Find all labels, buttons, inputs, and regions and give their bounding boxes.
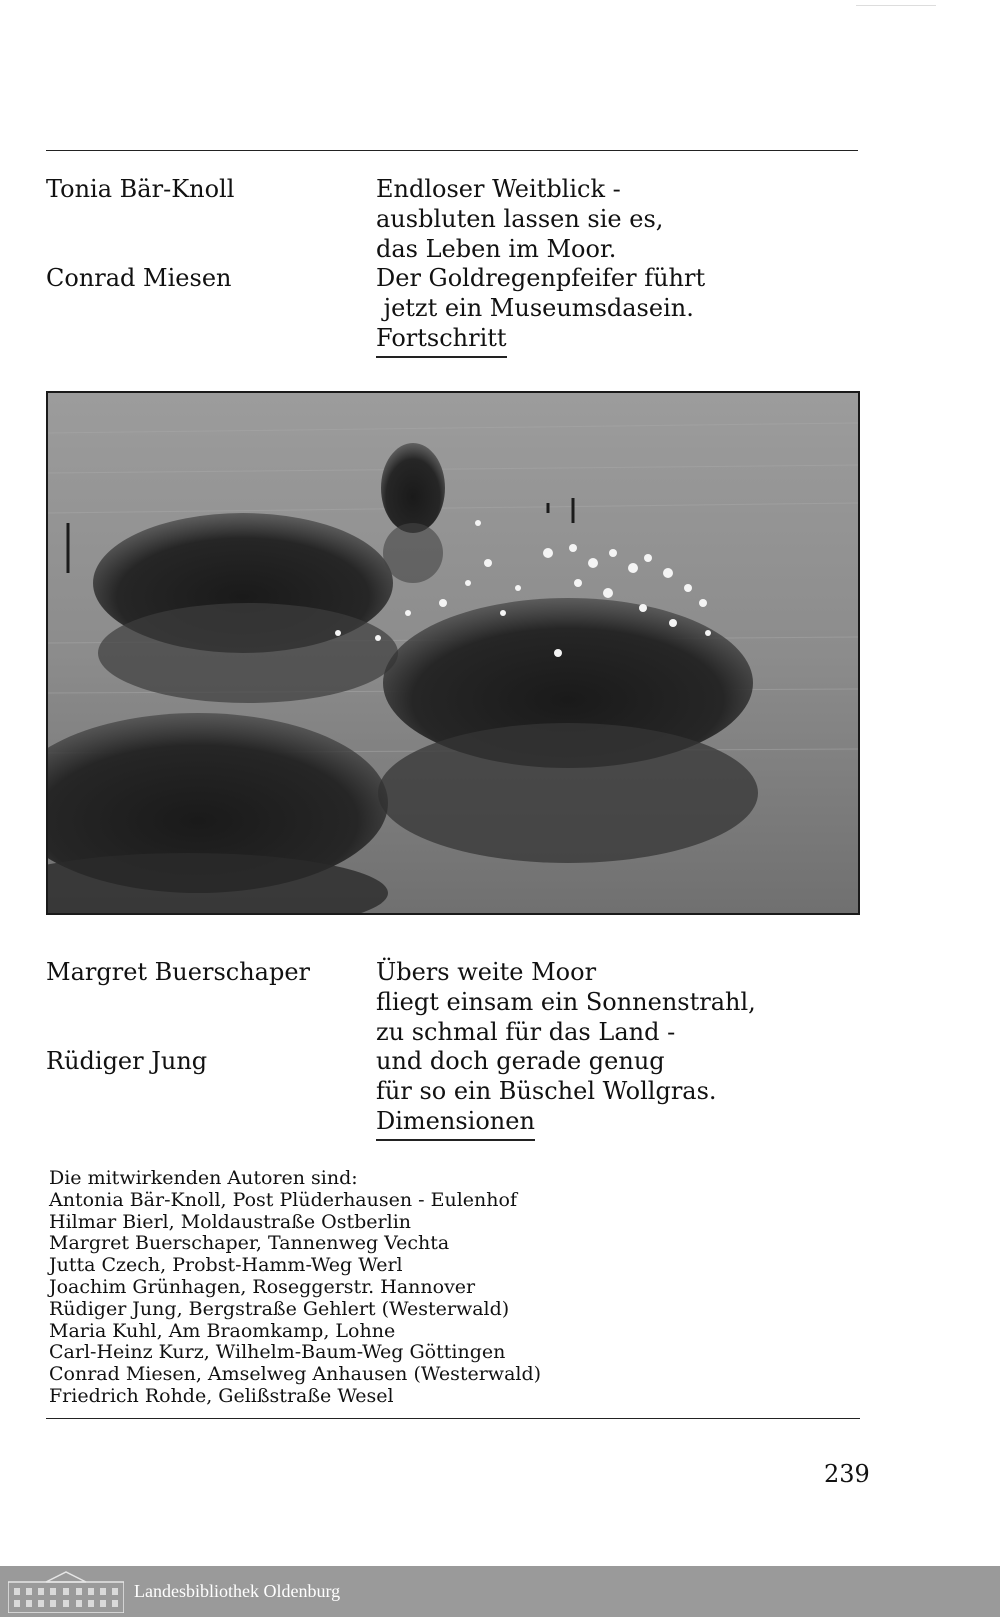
poem-2-line-2: fliegt einsam ein Sonnenstrahl, [376, 987, 756, 1016]
poem-2-line-5: für so ein Büschel Wollgras. [376, 1077, 717, 1106]
poem-1-line-1: Endloser Weitblick - [376, 175, 621, 203]
contributor-item: Hilmar Bierl, Moldaustraße Ostberlin [49, 1210, 412, 1233]
poem-1-line-2: ausbluten lassen sie es, [376, 204, 664, 233]
contributor-item: Carl-Heinz Kurz, Wilhelm-Baum-Weg Göttingen [49, 1341, 506, 1364]
page-number: 239 [824, 1460, 870, 1488]
top-rule [46, 150, 858, 151]
contributor-item: Jutta Czech, Probst-Hamm-Weg Werl [49, 1254, 403, 1277]
moor-tussock-photo-icon [48, 393, 858, 913]
poem-1-lines [376, 175, 705, 358]
corner-mark [856, 5, 936, 6]
contributor-item: Margret Buerschaper, Tannenweg Vechta [49, 1232, 450, 1255]
poem-1-author-1: Tonia Bär-Knoll [46, 175, 235, 203]
poem-1-line-4: Der Goldregenpfeifer führt [376, 264, 706, 293]
poem-2-line-1: Übers weite Moor [376, 958, 597, 986]
library-name: Landesbibliothek Oldenburg [134, 1581, 341, 1601]
contributor-item: Joachim Grünhagen, Roseggerstr. Hannover [49, 1275, 476, 1298]
contributors-heading: Die mitwirkenden Autoren sind: [49, 1167, 358, 1189]
poem-2-lines [376, 958, 756, 1141]
library-building-icon [8, 1570, 124, 1613]
poem-2-title: Dimensionen [376, 1107, 535, 1141]
contributor-item: Maria Kuhl, Am Braomkamp, Lohne [49, 1319, 396, 1342]
poem-2-line-4: und doch gerade genug [376, 1047, 665, 1076]
bottom-rule [46, 1418, 860, 1419]
poem-2-author-1: Margret Buerschaper [46, 958, 310, 986]
contributors-list [49, 1168, 541, 1408]
poem-1-author-2: Conrad Miesen [46, 264, 232, 292]
contributor-item: Rüdiger Jung, Bergstraße Gehlert (Westerwald) [49, 1297, 510, 1320]
poem-2-author-2: Rüdiger Jung [46, 1047, 208, 1075]
moor-photo [46, 391, 860, 915]
contributor-item: Antonia Bär-Knoll, Post Plüderhausen - Eulenhof [49, 1188, 517, 1211]
poem-2-line-3: zu schmal für das Land - [376, 1017, 676, 1046]
contributor-item: Friedrich Rohde, Gelißstraße Wesel [49, 1384, 394, 1407]
contributor-item: Conrad Miesen, Amselweg Anhausen (Westerwald) [49, 1363, 542, 1386]
poem-1-line-5: jetzt ein Museumsdasein. [376, 294, 694, 323]
poem-1-line-3: das Leben im Moor. [376, 234, 617, 263]
library-footer [0, 1566, 1000, 1617]
poem-1-title: Fortschritt [376, 324, 507, 358]
